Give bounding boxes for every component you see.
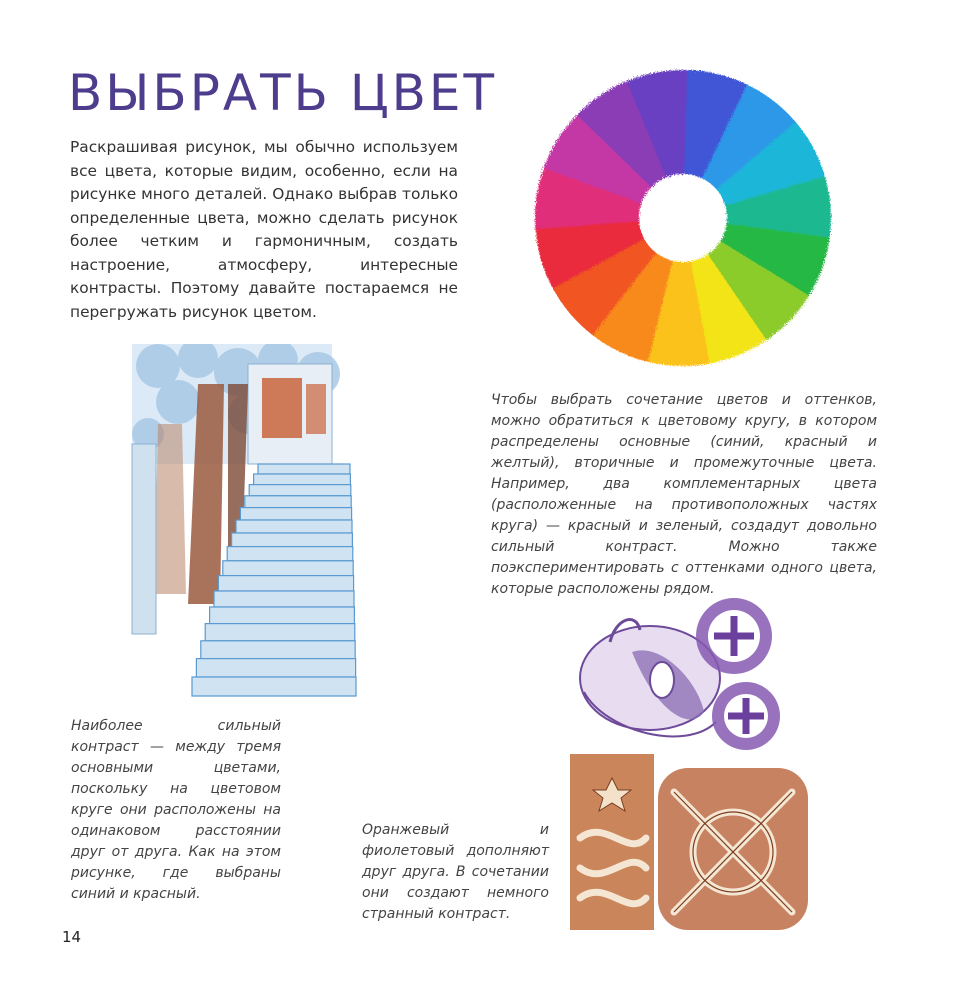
- stair-step: [192, 677, 356, 696]
- color-wheel-caption: Чтобы выбрать сочетание цветов и оттенков, можно обратиться к цветовому кругу, в котором распределены основные (синий, красный и желтый), вторичные и промежуточные цвета. Например, два комплементарных цвета (расположенные на противоположных частях круга) — красный и зеленый, создадут довольно сильный контраст. Можно также поэкспериментировать с оттенками одного цвета, которые расположены рядом.: [491, 392, 877, 597]
- stair-step: [201, 641, 355, 659]
- intro-paragraph: Раскрашивая рисунок, мы обычно используем все цвета, которые видим, особенно, если на рисунке много деталей. Однако выбрав только определенные цвета, можно сделать рисунок более четким и гармоничным, создать настроение, атмосферу, интересные контрасты. Поэтому давайте постараемся не перегружать рисунок цветом.: [70, 138, 458, 321]
- stair-step: [232, 533, 353, 547]
- stair-step: [223, 561, 353, 576]
- page-title: ВЫБРАТЬ ЦВЕТ: [68, 64, 498, 122]
- stairs-sketch-icon: [128, 344, 364, 700]
- stair-step: [205, 624, 355, 641]
- stair-step: [254, 474, 351, 485]
- stair-step: [210, 607, 355, 624]
- stair-step: [245, 496, 351, 508]
- stair-step: [218, 576, 353, 591]
- stair-step: [196, 659, 355, 677]
- page-number: 14: [62, 928, 82, 946]
- ornament-sketch-icon: [566, 582, 810, 930]
- stair-step: [236, 520, 352, 533]
- stair-step: [214, 591, 354, 607]
- orange-violet-caption: Оранжевый и фиолетовый дополняют друг друга. В сочетании они создают немного странный контраст.: [362, 822, 549, 922]
- stair-step: [258, 464, 350, 474]
- stair-step: [227, 547, 353, 561]
- contrast-caption: Наиболее сильный контраст — между тремя основными цветами, поскольку на цветовом круге они расположены на одинаковом расстоянии друг от друга. Как на этом рисунке, где выбраны синий и красный.: [71, 718, 281, 902]
- stair-step: [240, 508, 351, 520]
- stair-step: [249, 485, 351, 496]
- color-wheel-icon: [528, 68, 838, 378]
